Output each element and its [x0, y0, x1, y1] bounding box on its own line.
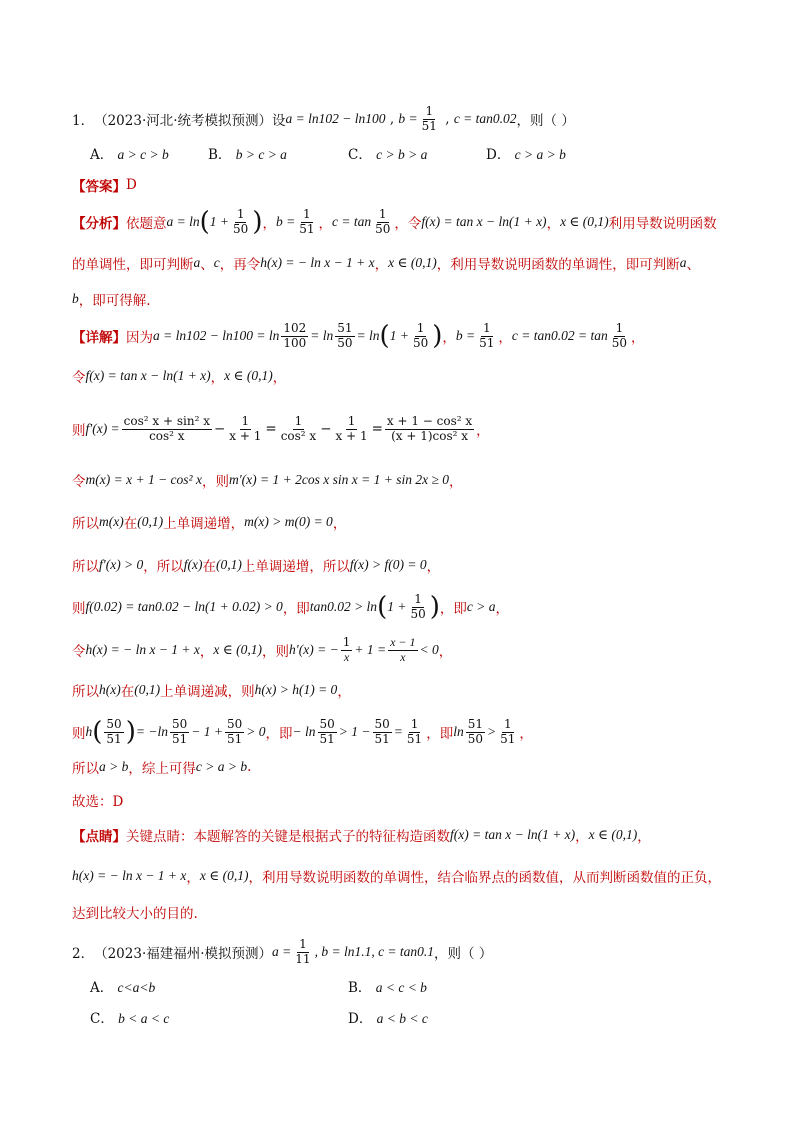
analysis-line-3: b ，即可得解. [72, 291, 151, 309]
q1-option-a[interactable]: A． a > c > b [90, 147, 169, 163]
q1-stem-c: c = tan0.02 [453, 111, 517, 127]
frac-1-x: $\frac{1}{x}$ [342, 635, 351, 664]
q1-b-fraction: $\frac{1}{51}$ [421, 104, 437, 133]
q1-stem-b: b = [398, 111, 418, 127]
answer-value: D [126, 177, 137, 193]
q2-option-d[interactable]: D． a < b < c [348, 1011, 428, 1027]
deriv-frac-2: $\frac{1}{x + 1}$ [229, 414, 262, 443]
q2-option-a[interactable]: A． c<a<b [90, 980, 156, 996]
q1-stem-prefix: 设 [272, 113, 286, 130]
detail-line-5: 所以 m(x) 在 (0,1) 上单调递增， m(x) > m(0) = 0 ， [72, 514, 347, 532]
analysis-frac-1-51: $\frac{1}{51}$ [299, 207, 315, 236]
q1-number: 1． [72, 113, 95, 130]
detail-line-3: 则 f′(x) = $\frac{\text{cos² x + sin² x}}{\text{cos² x}}$ − $\frac{1}{x + 1}$ = $\frac{1}{\text{cos² x}}$ − $\frac{1}{x + 1}$ = $\frac{\text{x + 1 − cos² x}}{\text{(x + 1)cos² x}}$ ， [72, 414, 490, 443]
analysis-line-1: 【分析】 依题意 a = ln ( 1 + $\frac{1}{50}$ ) ， b = $\frac{1}{51}$ ， c = tan $\frac{1}{50}$ ，令 f(x) = tan x − ln(1 + x) ， x ∈ (0,1) 利用导数说明函数 [72, 207, 717, 238]
q2-stem-tail: ，则（ ） [434, 946, 493, 963]
detail-line-6: 所以 f′(x) > 0 ，所以 f(x) 在 (0,1) 上单调递增，所以 f(x) > f(0) = 0 ， [72, 557, 441, 575]
frac-1-50d: $\frac{1}{50}$ [410, 592, 426, 621]
frac-50-51c: $\frac{50}{51}$ [226, 717, 243, 746]
answer-tag: 【答案】 [72, 179, 126, 195]
q2-stem-rest: , b = ln1.1, c = tan0.1 [314, 944, 435, 960]
analysis-line-2: 的单调性，即可判断 a 、 c ，再令 h(x) = − ln x − 1 + x ， x ∈ (0,1) ，利用导数说明函数的单调性，即可判断 a 、 [72, 255, 701, 273]
detail-line-11: 所以 a > b ，综上可得 c > a > b . [72, 759, 252, 777]
frac-102-100: $\frac{102}{100}$ [283, 321, 307, 350]
key-line-3: 达到比较大小的目的. [72, 906, 198, 922]
deriv-frac-1: $\frac{\text{cos² x + sin² x}}{\text{cos² x}}$ [123, 414, 210, 443]
detail-tag: 【详解】 [72, 330, 126, 347]
q1-option-b[interactable]: B． b > c > a [208, 147, 287, 163]
q2-option-b[interactable]: B． a < c < b [348, 980, 427, 996]
q1-stem-a: a = ln102 − ln100 [285, 111, 386, 127]
detail-line-10: 则 h ( $\frac{50}{51}$ ) = −ln $\frac{50}{51}$ − 1 + $\frac{50}{51}$ > 0 ，即 − ln $\frac{50}{51}$ > 1 − $\frac{50}{51}$ = $\frac{1}{51}$ ，即 ln $\frac{51}{50}$ > $\frac{1}{51}$ ， [72, 717, 533, 748]
frac-1-51: $\frac{1}{51}$ [479, 321, 495, 350]
frac-50-51d: $\frac{50}{51}$ [319, 717, 335, 746]
detail-line-7: 则 f(0.02) = tan0.02 − ln(1 + 0.02) > 0 ，即 tan0.02 > ln ( 1 + $\frac{1}{50}$ ) ，即 c > a ， [72, 592, 510, 623]
detail-line-9: 所以 h(x) 在 (0,1) 上单调递减，则 h(x) > h(1) = 0 ， [72, 682, 351, 700]
analysis-tag: 【分析】 [72, 216, 126, 233]
frac-1-51b: $\frac{1}{51}$ [406, 717, 423, 746]
key-line-1: 【点睛】 关键点睛：本题解答的关键是根据式子的特征构造函数 f(x) = tan x − ln(1 + x) ， x ∈ (0,1) ， [72, 827, 651, 845]
frac-50-51e: $\frac{50}{51}$ [374, 717, 390, 746]
key-tag: 【点睛】 [72, 829, 126, 845]
analysis-frac-1-50b: $\frac{1}{50}$ [375, 207, 391, 236]
q1-stem-tail: ，则（ ） [516, 113, 575, 130]
frac-50-51a: $\frac{50}{51}$ [106, 717, 122, 746]
frac-1-50c: $\frac{1}{50}$ [611, 321, 628, 350]
q1-option-c[interactable]: C． c > b > a [348, 147, 428, 163]
frac-1-50: $\frac{1}{50}$ [412, 321, 429, 350]
analysis-frac-1-50: $\frac{1}{50}$ [233, 207, 249, 236]
detail-line-8: 令 h(x) = − ln x − 1 + x ， x ∈ (0,1) ，则 h′(x) = − $\frac{1}{x}$ + 1 = $\frac{x - 1}{x}$ < 0 ， [72, 635, 453, 664]
frac-1-51c: $\frac{1}{51}$ [500, 717, 516, 746]
q1-option-d[interactable]: D． c > a > b [486, 147, 566, 163]
deriv-frac-3: $\frac{1}{\text{cos² x}}$ [280, 414, 317, 443]
frac-51-50b: $\frac{51}{50}$ [467, 717, 483, 746]
q1-stem: 1． （2023·河北·统考模拟预测） 设 a = ln102 − ln100 , b = $\frac{1}{51}$ , c = tan0.02 ，则（ ） [72, 104, 575, 133]
q2-option-c[interactable]: C． b < a < c [90, 1011, 170, 1027]
q2-stem [72, 938, 754, 967]
detail-line-1: 【详解】 因为 a = ln102 − ln100 = ln $\frac{102}{100}$ = ln $\frac{51}{50}$ = ln ( 1 + $\frac{1}{50}$ ) ， b = $\frac{1}{51}$ ， c = tan0.02 = tan $\frac{1}{50}$ ， [72, 321, 645, 352]
q1-answer [72, 175, 754, 195]
q2-source: （2023·福建福州·模拟预测） [94, 946, 273, 963]
detail-line-2: 令 f(x) = tan x − ln(1 + x) ， x ∈ (0,1) ， [72, 368, 287, 386]
frac-51-50: $\frac{51}{50}$ [337, 321, 353, 350]
q2-number: 2． [72, 946, 95, 963]
q1-source: （2023·河北·统考模拟预测） [94, 113, 273, 130]
choose-line: 故选：D [72, 794, 124, 810]
deriv-frac-4: $\frac{1}{x + 1}$ [335, 414, 368, 443]
deriv-frac-5: $\frac{\text{x + 1 − cos² x}}{\text{(x + 1)cos² x}}$ [386, 414, 473, 443]
frac-xm1-x: $\frac{x - 1}{x}$ [390, 635, 416, 664]
detail-line-4: 令 m(x) = x + 1 − cos² x ，则 m′(x) = 1 + 2cos x sin x = 1 + sin 2x ≥ 0 ， [72, 472, 463, 490]
frac-50-51b: $\frac{50}{51}$ [171, 717, 188, 746]
key-line-2: h(x) = − ln x − 1 + x ， x ∈ (0,1) ，利用导数说明函数的单调性，结合临界点的函数值，从而判断函数值的正负， [72, 868, 722, 886]
q2-stem-a: a = [272, 944, 292, 960]
q2-a-fraction: $\frac{1}{11}$ [295, 937, 311, 966]
